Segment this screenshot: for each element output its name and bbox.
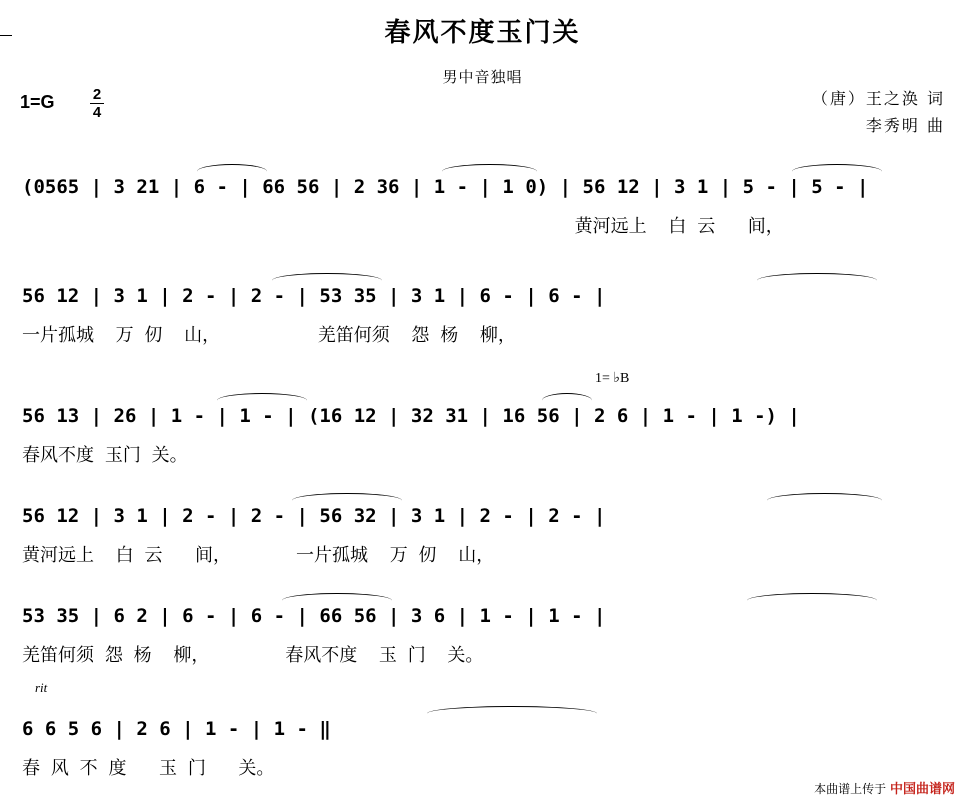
row-lyrics: 春风不度 玉门 关。 [22, 445, 188, 466]
row-lyrics: 黄河远上 白 云 间， 一片孤城 万 仞 山， [22, 545, 495, 566]
score-row-4 [22, 505, 942, 565]
slur [542, 393, 592, 408]
time-numerator: 2 [90, 86, 104, 104]
row-notes: 56 13 | 26 | 1 - | 1 - | (16 12 | 32 31 | 16 56 | 2 6 | 1 - | 1 -) | [22, 405, 800, 427]
row-lyrics: 羌笛何须 怨 杨 柳， 春风不度 玉 门 关。 [22, 645, 484, 666]
slur [442, 164, 537, 179]
row-lyrics: 春 风 不 度 玉 门 关。 [22, 758, 275, 779]
score-row-6 [22, 718, 942, 778]
key-signature: 1=G [20, 92, 55, 112]
key-change: 1= ♭B [595, 371, 630, 386]
slur [747, 593, 877, 608]
score-row-1 [22, 176, 942, 236]
row-lyrics: 一片孤城 万 仞 山， 羌笛何须 怨 杨 柳， [22, 325, 516, 346]
row-lyrics: 黄河远上 白 云 间， [22, 216, 784, 237]
tempo-mark: rit [35, 680, 48, 695]
time-denominator: 4 [92, 104, 102, 121]
song-title: 春风不度玉门关 [384, 18, 581, 48]
score-row-3 [22, 405, 942, 465]
composer-credit: 李秀明 曲 [865, 116, 945, 135]
row-notes: 6 6 5 6 | 2 6 | 1 - | 1 - ‖ [22, 718, 331, 740]
row-notes: 56 12 | 3 1 | 2 - | 2 - | 53 35 | 3 1 | 6 - | 6 - | [22, 285, 606, 307]
upload-credit [814, 778, 955, 797]
row-notes: 56 12 | 3 1 | 2 - | 2 - | 56 32 | 3 1 | 2 - | 2 - | [22, 505, 606, 527]
time-signature [90, 86, 104, 121]
row-notes: 53 35 | 6 2 | 6 - | 6 - | 66 56 | 3 6 | 1 - | 1 - | [22, 605, 606, 627]
slur [767, 493, 882, 508]
score-row-2 [22, 285, 942, 345]
lyricist-credit: （唐）王之涣 词 [811, 89, 945, 108]
slur [292, 493, 402, 508]
score-row-5 [22, 605, 942, 665]
subtitle: 男中音独唱 [442, 68, 523, 86]
slur [282, 593, 392, 608]
slur [757, 273, 877, 288]
slur [217, 393, 307, 408]
row-notes: (0565 | 3 21 | 6 - | 66 56 | 2 36 | 1 - | 1 0) | 56 12 | 3 1 | 5 - | 5 - | [22, 176, 869, 198]
slur [427, 706, 597, 721]
slur [792, 164, 882, 179]
credit-site: 中国曲谱网 [889, 782, 955, 797]
slur [272, 273, 382, 288]
credit-prefix: 本曲谱上传于 [814, 782, 887, 796]
slur [197, 164, 267, 179]
